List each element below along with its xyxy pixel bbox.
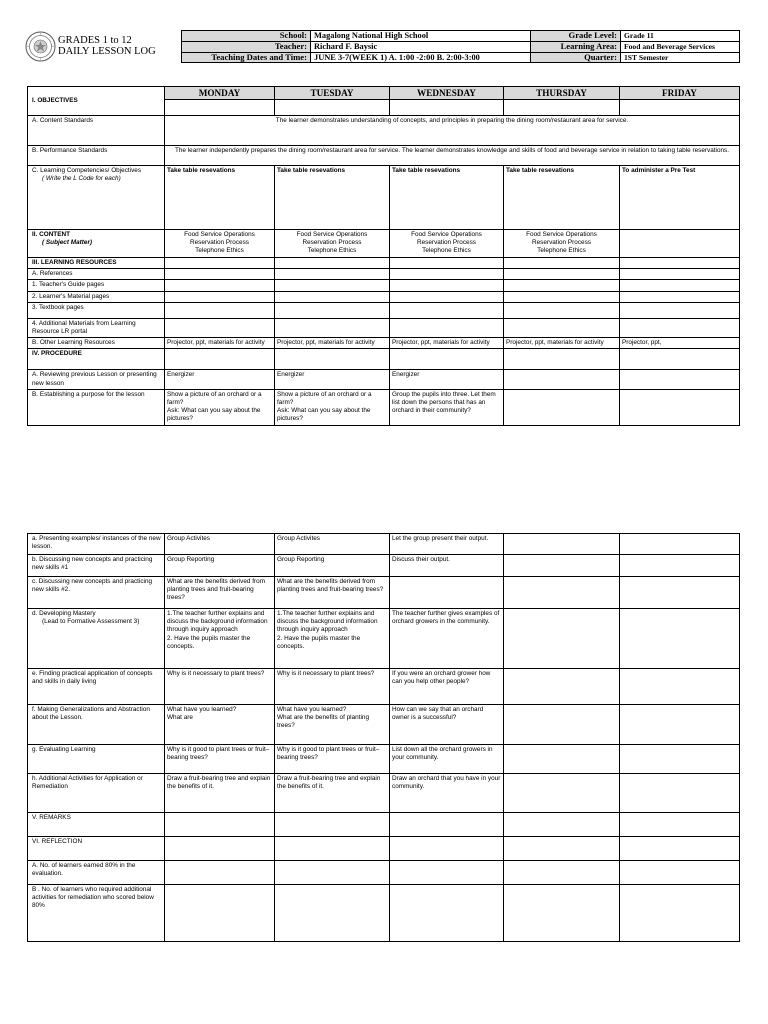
- day-cell-text: Projector, ppt, materials for activity: [167, 339, 265, 347]
- day-cell-text: Food Service Operations Reservation Process Telephone Ethics: [526, 231, 597, 255]
- row-label-text: c. Discussing new concepts and practicing new skills #2.: [32, 578, 153, 594]
- day-cell: [390, 269, 504, 280]
- row-label: [28, 837, 165, 861]
- day-cell: [504, 555, 620, 577]
- day-cell-text: Projector, ppt,: [622, 339, 662, 347]
- teaching-dates-label: Teaching Dates and Time:: [182, 52, 311, 63]
- day-cell: [620, 318, 740, 337]
- day-cell: [620, 370, 740, 389]
- day-cell: [390, 885, 504, 942]
- table-row: [28, 705, 740, 745]
- day-cell: [165, 669, 275, 705]
- day-cell: [165, 813, 275, 837]
- row-label-text: VI. REFLECTION: [32, 838, 83, 845]
- day-cell: [165, 338, 275, 349]
- deped-seal-logo: [25, 31, 56, 62]
- row-label: [28, 166, 165, 230]
- day-cell: [504, 774, 620, 813]
- day-cell: [620, 577, 740, 609]
- day-cell: [165, 280, 275, 291]
- row-label-text: B. Establishing a purpose for the lesson: [32, 390, 145, 398]
- day-cell: [275, 861, 390, 885]
- day-cell: [504, 837, 620, 861]
- day-cell: [620, 349, 740, 370]
- day-cell: [504, 861, 620, 885]
- day-cell: [275, 166, 390, 230]
- day-cell: [620, 813, 740, 837]
- day-cell: [390, 338, 504, 349]
- day-cell-text: Why is it good to plant trees or fruit–bearing trees?: [277, 746, 380, 762]
- day-cell: [275, 318, 390, 337]
- school-value: Magalong National High School: [311, 31, 531, 42]
- day-cell: [504, 705, 620, 745]
- day-cell: [620, 280, 740, 291]
- standards-cell-text: The learner independently prepares the dining room/restaurant area for service. The learner demonstrates knowledge and skills of food and beverage service in relation to taking table reservations.: [174, 147, 730, 154]
- day-cell: [165, 774, 275, 813]
- day-cell-text: Group Reporting: [277, 556, 325, 563]
- day-cell: [390, 555, 504, 577]
- day-cell: [620, 837, 740, 861]
- lesson-log-table-part-2: [27, 533, 740, 942]
- row-label: [28, 116, 165, 146]
- day-cell: [390, 230, 504, 258]
- day-cell: [275, 837, 390, 861]
- objectives-cell: [390, 100, 504, 116]
- objectives-cell: [165, 100, 275, 116]
- row-label-text: B. Other Learning Resources: [32, 339, 115, 347]
- day-cell: [504, 269, 620, 280]
- day-header-wednesday: [390, 87, 504, 100]
- day-cell: [165, 269, 275, 280]
- row-label: [28, 146, 165, 166]
- day-cell-text: Group Activites: [277, 535, 320, 542]
- row-label: [28, 813, 165, 837]
- day-cell: [620, 291, 740, 302]
- day-cell: [275, 269, 390, 280]
- day-cell-text: Why is it necessary to plant trees?: [277, 670, 375, 677]
- table-row: [28, 269, 740, 280]
- day-cell: [275, 669, 390, 705]
- day-cell: [390, 370, 504, 389]
- row-label: [28, 389, 165, 425]
- day-cell: [620, 609, 740, 669]
- day-cell: [165, 389, 275, 425]
- row-label: [28, 269, 165, 280]
- day-cell-text: Take table resevations: [277, 167, 346, 174]
- day-cell: [390, 534, 504, 555]
- teacher-label: Teacher:: [182, 41, 311, 52]
- day-cell: [390, 577, 504, 609]
- row-label: [28, 577, 165, 609]
- day-cell: [504, 318, 620, 337]
- day-cell: [275, 774, 390, 813]
- day-cell: [165, 885, 275, 942]
- day-cell: [620, 230, 740, 258]
- row-label: [28, 774, 165, 813]
- grade-level-value: Grade 11: [621, 31, 740, 42]
- day-cell-text: What have you learned? What are the benefits of planting trees?: [277, 706, 370, 730]
- row-label-text: h. Additional Activities for Application or Remediation: [32, 775, 143, 791]
- form-title-line-1: GRADES 1 to 12: [58, 35, 132, 46]
- table-row: [28, 166, 740, 230]
- day-cell: [390, 745, 504, 774]
- day-header-monday-text: MONDAY: [198, 88, 241, 98]
- day-cell-text: How can we say that an orchard owner is a successful?: [392, 706, 484, 722]
- day-cell-text: Why is it necessary to plant trees?: [167, 670, 265, 677]
- standards-cell: [165, 116, 740, 146]
- day-cell: [165, 534, 275, 555]
- grade-level-label: Grade Level:: [531, 31, 621, 42]
- day-cell: [165, 745, 275, 774]
- day-cell-text: Energizer: [277, 371, 305, 379]
- day-cell: [165, 577, 275, 609]
- day-cell: [620, 745, 740, 774]
- day-cell: [390, 349, 504, 370]
- table-row: [28, 534, 740, 555]
- day-cell: [390, 166, 504, 230]
- day-cell-text: Group Activites: [167, 535, 210, 542]
- day-cell: [165, 609, 275, 669]
- day-cell: [504, 338, 620, 349]
- day-cell: [275, 302, 390, 318]
- day-header-thursday: [504, 87, 620, 100]
- objectives-label-text: I. OBJECTIVES: [32, 96, 78, 104]
- day-header-row: [28, 87, 740, 100]
- day-cell: [390, 609, 504, 669]
- day-cell: [390, 280, 504, 291]
- row-label-text: C. Learning Competencies/ Objectives: [32, 167, 142, 174]
- day-cell-text: Show a picture of an orchard or a farm? Ask: What can you say about the pictures?: [167, 390, 262, 423]
- day-cell: [275, 230, 390, 258]
- day-cell: [504, 230, 620, 258]
- table-row: [28, 389, 740, 425]
- day-cell: [165, 861, 275, 885]
- day-cell: [504, 302, 620, 318]
- day-cell: [275, 370, 390, 389]
- day-cell: [390, 318, 504, 337]
- row-label-text: 3. Textbook pages: [32, 303, 84, 311]
- day-cell: [165, 370, 275, 389]
- day-cell: [275, 258, 390, 269]
- row-label-text: A. References: [32, 270, 73, 278]
- day-cell: [504, 813, 620, 837]
- day-cell-text: Energizer: [167, 371, 195, 379]
- day-cell: [620, 166, 740, 230]
- day-cell-text: Take table resevations: [167, 167, 236, 174]
- day-cell-text: 1.The teacher further explains and discuss the background information through inquiry approach 2. Have the pupils master the concepts.: [167, 610, 268, 650]
- day-cell: [275, 338, 390, 349]
- day-cell-text: Group the pupils into three. Let them list down the persons that has an orchard in their community?: [392, 390, 496, 415]
- row-label-text: V. REMARKS: [32, 814, 71, 821]
- day-cell: [275, 577, 390, 609]
- day-cell: [275, 609, 390, 669]
- row-label: [28, 669, 165, 705]
- row-label: [28, 555, 165, 577]
- table-row: [28, 577, 740, 609]
- day-cell: [504, 577, 620, 609]
- row-label: [28, 349, 165, 370]
- row-label-note: (Lead to Formative Assessment 3): [42, 618, 140, 626]
- quarter-value: 1ST Semester: [621, 52, 740, 63]
- table-row: [28, 116, 740, 146]
- row-label-text: B. Performance Standards: [32, 147, 108, 154]
- table-row: [28, 230, 740, 258]
- row-label: [28, 745, 165, 774]
- objectives-cell: [620, 100, 740, 116]
- row-label: [28, 370, 165, 389]
- day-cell: [390, 302, 504, 318]
- day-cell: [165, 291, 275, 302]
- row-label-text: e. Finding practical application of concepts and skills in daily living: [32, 670, 153, 686]
- row-label: [28, 302, 165, 318]
- table-row: [28, 338, 740, 349]
- day-cell: [275, 885, 390, 942]
- day-cell-text: Energizer: [392, 371, 420, 379]
- day-cell-text: What are the benefits derived from planting trees and fruit-bearing trees?: [277, 578, 384, 594]
- day-cell: [390, 705, 504, 745]
- day-cell-text: Discuss their output.: [392, 556, 450, 563]
- day-cell: [275, 813, 390, 837]
- row-label-text: IV. PROCEDURE: [32, 350, 82, 358]
- row-label-text: 2. Learner's Material pages: [32, 292, 110, 300]
- day-cell: [275, 555, 390, 577]
- row-label-text: 4. Additional Materials from Learning Resource LR portal: [32, 319, 136, 336]
- day-cell: [275, 349, 390, 370]
- table-row: [28, 813, 740, 837]
- standards-cell: [165, 146, 740, 166]
- day-cell: [390, 389, 504, 425]
- day-cell: [620, 885, 740, 942]
- table-row: [28, 146, 740, 166]
- teaching-dates-value: JUNE 3-7(WEEK 1) A. 1:00 -2:00 B. 2:00-3:00: [311, 52, 531, 63]
- day-cell-text: Food Service Operations Reservation Process Telephone Ethics: [296, 231, 368, 255]
- day-cell: [165, 166, 275, 230]
- day-cell-text: What are the benefits derived from planting trees and fruit-bearing trees?: [167, 578, 266, 602]
- table-row: [28, 318, 740, 337]
- header-info-table: [181, 30, 740, 63]
- row-label: [28, 885, 165, 942]
- teacher-value: Richard F. Baysic: [311, 41, 531, 52]
- day-cell: [275, 534, 390, 555]
- day-cell: [165, 349, 275, 370]
- row-label: [28, 338, 165, 349]
- day-cell-text: Draw a fruit-bearing tree and explain the benefits of it.: [277, 775, 381, 791]
- day-cell: [504, 280, 620, 291]
- day-cell: [165, 302, 275, 318]
- day-cell: [620, 258, 740, 269]
- day-cell: [620, 389, 740, 425]
- day-cell: [390, 291, 504, 302]
- row-label: [28, 291, 165, 302]
- table-row: [28, 609, 740, 669]
- quarter-label: Quarter:: [531, 52, 621, 63]
- day-cell-text: Let the group present their output.: [392, 535, 489, 542]
- lesson-log-table-part-1: [27, 86, 740, 426]
- day-cell-text: Draw a fruit-bearing tree and explain the benefits of it.: [167, 775, 271, 791]
- day-cell-text: To administer a Pre Test: [622, 167, 696, 174]
- day-cell: [620, 338, 740, 349]
- day-cell: [504, 370, 620, 389]
- day-cell: [504, 349, 620, 370]
- row-label: [28, 258, 165, 269]
- row-label-note: ( Subject Matter): [42, 239, 93, 247]
- row-label: [28, 280, 165, 291]
- day-cell: [504, 885, 620, 942]
- day-cell: [275, 291, 390, 302]
- row-label-text: B . No. of learners who required additional activities for remediation who scored below 80%: [32, 886, 154, 910]
- day-cell-text: The teacher further gives examples of orchard growers in the community.: [392, 610, 500, 626]
- day-cell-text: Food Service Operations Reservation Process Telephone Ethics: [184, 231, 255, 255]
- day-cell: [390, 669, 504, 705]
- day-cell: [620, 861, 740, 885]
- day-cell: [390, 258, 504, 269]
- day-cell-text: Projector, ppt, materials for activity: [506, 339, 604, 347]
- form-title-line-2: DAILY LESSON LOG: [58, 46, 156, 57]
- table-row: [28, 885, 740, 942]
- table-row: [28, 555, 740, 577]
- day-cell-text: 1.The teacher further explains and discuss the background information through inquiry approach 2. Have the pupils master the concepts.: [277, 610, 378, 650]
- day-cell: [504, 166, 620, 230]
- day-cell-text: If you were an orchard grower how can you help other people?: [392, 670, 491, 686]
- day-cell: [390, 774, 504, 813]
- row-label-note: ( Write the L Code for each): [42, 175, 121, 183]
- day-cell: [275, 280, 390, 291]
- table-row: [28, 302, 740, 318]
- row-label-text: 1. Teacher's Guide pages: [32, 281, 105, 289]
- day-cell: [620, 555, 740, 577]
- objectives-cell: [504, 100, 620, 116]
- day-cell: [504, 534, 620, 555]
- row-label-text: II. CONTENT: [32, 231, 70, 238]
- row-label: [28, 861, 165, 885]
- day-cell: [390, 813, 504, 837]
- table-row: [28, 291, 740, 302]
- row-label-text: A. Content Standards: [32, 117, 94, 124]
- day-header-tuesday: [275, 87, 390, 100]
- form-title: [58, 35, 182, 57]
- day-cell: [504, 389, 620, 425]
- row-label-text: d. Developing Mastery: [32, 610, 96, 617]
- day-header-monday: [165, 87, 275, 100]
- day-cell: [504, 609, 620, 669]
- row-label: [28, 230, 165, 258]
- day-cell: [165, 230, 275, 258]
- table-row: [28, 280, 740, 291]
- day-header-tuesday-text: TUESDAY: [310, 88, 354, 98]
- day-cell: [504, 669, 620, 705]
- day-cell-text: Group Reporting: [167, 556, 215, 563]
- day-cell: [620, 774, 740, 813]
- objectives-label: [28, 87, 165, 116]
- day-cell-text: Food Service Operations Reservation Process Telephone Ethics: [411, 231, 482, 255]
- day-header-friday: [620, 87, 740, 100]
- day-cell: [165, 318, 275, 337]
- day-cell: [275, 745, 390, 774]
- school-label: School:: [182, 31, 311, 42]
- objectives-cell: [275, 100, 390, 116]
- day-cell-text: Draw an orchard that you have in your community.: [392, 775, 501, 791]
- standards-cell-text: The learner demonstrates understanding of concepts, and principles in preparing the dining room/restaurant area for service.: [275, 117, 629, 124]
- day-cell: [165, 555, 275, 577]
- table-row: [28, 861, 740, 885]
- day-cell: [390, 837, 504, 861]
- day-cell: [504, 258, 620, 269]
- day-cell: [165, 705, 275, 745]
- day-cell-text: What have you learned? What are: [167, 706, 237, 722]
- row-label: [28, 705, 165, 745]
- day-cell: [275, 389, 390, 425]
- row-label: [28, 534, 165, 555]
- table-row: [28, 258, 740, 269]
- row-label-text: A. No. of learners earned 80% in the evaluation.: [32, 862, 136, 878]
- day-cell: [390, 861, 504, 885]
- day-header-thursday-text: THURSDAY: [536, 88, 587, 98]
- day-cell-text: Take table resevations: [506, 167, 575, 174]
- day-header-friday-text: FRIDAY: [662, 88, 697, 98]
- day-header-wednesday-text: WEDNESDAY: [417, 88, 476, 98]
- table-row: [28, 349, 740, 370]
- day-cell: [620, 302, 740, 318]
- day-cell: [620, 534, 740, 555]
- table-row: [28, 745, 740, 774]
- row-label-text: A. Reviewing previous Lesson or presenting new lesson: [32, 371, 157, 387]
- table-row: [28, 669, 740, 705]
- row-label-text: III. LEARNING RESOURCES: [32, 259, 117, 266]
- day-cell: [620, 669, 740, 705]
- day-cell-text: Take table resevations: [392, 167, 461, 174]
- day-cell: [620, 269, 740, 280]
- day-cell: [504, 745, 620, 774]
- learning-area-value: Food and Beverage Services: [621, 41, 740, 52]
- day-cell: [165, 837, 275, 861]
- row-label-text: a. Presenting examples/ instances of the new lesson.: [32, 535, 161, 551]
- table-row: [28, 837, 740, 861]
- table-row: [28, 774, 740, 813]
- day-cell: [165, 258, 275, 269]
- row-label-text: b. Discussing new concepts and practicing new skills #1: [32, 556, 153, 572]
- day-cell-text: Projector, ppt, materials for activity: [277, 339, 375, 347]
- day-cell-text: Projector, ppt, materials for activity: [392, 339, 490, 347]
- table-row: [28, 370, 740, 389]
- learning-area-label: Learning Area:: [531, 41, 621, 52]
- day-cell-text: Why is it good to plant trees or fruit–bearing trees?: [167, 746, 270, 762]
- row-label: [28, 609, 165, 669]
- day-cell-text: List down all the orchard growers in your community.: [392, 746, 493, 762]
- row-label: [28, 318, 165, 337]
- day-cell: [275, 705, 390, 745]
- day-cell: [504, 291, 620, 302]
- day-cell: [620, 705, 740, 745]
- row-label-text: f. Making Generalizations and Abstraction about the Lesson.: [32, 706, 150, 722]
- day-cell-text: Show a picture of an orchard or a farm? Ask: What can you say about the pictures?: [277, 390, 372, 423]
- row-label-text: g. Evaluating Learning: [32, 746, 96, 753]
